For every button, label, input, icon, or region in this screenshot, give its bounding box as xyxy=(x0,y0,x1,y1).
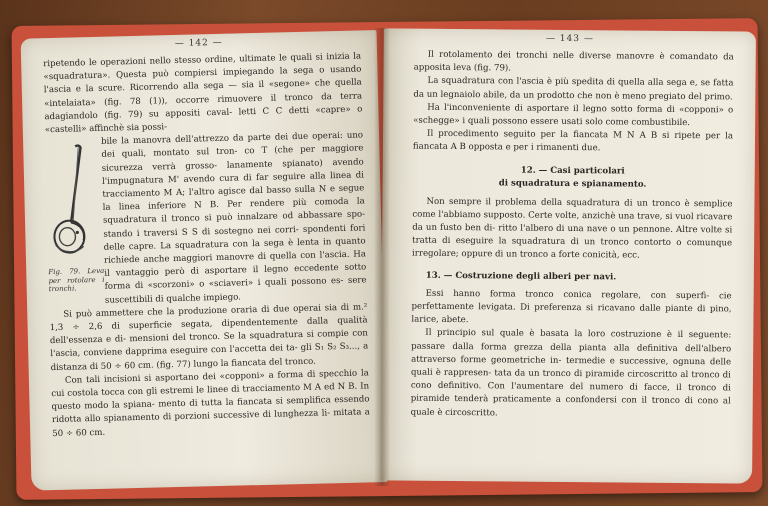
text-line: cono definitivo. Con l'aumentare del numero di facce, il xyxy=(410,380,689,394)
text-line: Non sempre il problema della squadratura di un xyxy=(426,196,653,209)
figure-wrap xyxy=(45,130,367,309)
left-page xyxy=(21,30,388,491)
section-12-heading xyxy=(413,163,733,192)
text-line: sere suscettibili di qualche impiego. xyxy=(104,275,367,306)
text-line: Si può ammettere che la produzione oraria xyxy=(63,304,262,320)
text-line: l'ascia e la scure. Ricorrendo alla sega — sia il «segone» xyxy=(43,78,315,96)
text-line: di specchio la cui costola tocca con gli estremi le linee di xyxy=(51,368,369,400)
text-beside-figure xyxy=(101,130,367,308)
text-line: Ha l'inconveniente di asportare il legno sotto forma xyxy=(427,102,667,115)
left-para-2 xyxy=(49,301,369,375)
text-line: l'ascia, conviene dapprima eseguire con l'accetta dei ta- xyxy=(50,343,301,360)
text-line: termedie e successive, ognuna delle quali è rappresen- xyxy=(410,355,732,379)
text-line: letti C C detti «capre» o «castelli» affinchè sia possi- xyxy=(44,104,363,136)
text-line: tratta di eseguire la squadratura di un tronco contorto xyxy=(412,235,677,249)
text-line: allo spianamento di porzioni successive di lunghezza li- xyxy=(84,408,334,425)
text-line: Il procedimento seguito per la fiancata M N A B si xyxy=(427,128,675,142)
section-13-heading: 13. — Costruzione degli alberi per navi. xyxy=(425,270,617,283)
text-line: o comunque irregolare; oppure di un tronco a forte xyxy=(411,238,733,261)
text-line: tronco si può innalzare od abbassare spo- xyxy=(171,209,366,225)
right-para-3 xyxy=(413,101,733,130)
text-line: quella con l'ascia. Ha il vantaggio però di xyxy=(104,249,367,280)
text-line: conicità, ecc. xyxy=(582,250,640,262)
left-page-text xyxy=(21,50,386,441)
text-line: Il rotolamento dei tronchi nelle diverse manovre è xyxy=(427,49,670,62)
page-number-left: — 142 — xyxy=(174,37,223,49)
text-line: che quella «intelaiata» (fig. 78 (1)), occorre rimuovere il xyxy=(44,77,362,109)
text-line: asportare il legno eccedente sotto forma di xyxy=(104,262,367,293)
right-para-6 xyxy=(411,287,731,329)
text-line: anzichè una trave, si vuol ricavare da un fusto ben di- xyxy=(412,210,733,234)
text-line: quanto richiede anche maggiori manovre di xyxy=(103,236,366,266)
section-12-subtitle: di squadratura e spianamento. xyxy=(498,178,647,190)
text-line: lanamente spianato) avendo l'impugnatura xyxy=(101,157,364,187)
text-line: Questa può compiersi impiegando la sega o usando xyxy=(115,64,362,81)
text-line: linea di tracciamento M A; l'altro agisce dal xyxy=(102,170,365,200)
figure-caption: Fig. 79. Leva per rotolare i tronchi. xyxy=(48,267,105,294)
text-line: co T (che per maggiore sicurezza verrà grosso- xyxy=(101,143,364,174)
text-line: M' avendo cura di far seguire alla xyxy=(167,171,331,186)
text-line: «scorzoni» o «sciaveri» i quali possono es- xyxy=(147,276,349,292)
book-gutter xyxy=(374,28,390,486)
text-line: bile la manovra dell'attrezzo da parte dei xyxy=(101,132,293,148)
text-line: segata, dipendentemente dalla qualità dell'essenza e di- xyxy=(49,315,368,347)
text-line: mitata a 50 ÷ 60 cm. xyxy=(52,407,370,439)
left-para-3 xyxy=(51,367,371,441)
section-12-title: 12. — Casi particolari xyxy=(520,165,625,177)
text-line: tracciamento M A ed N B. In questo modo la spiana- xyxy=(51,381,370,413)
text-line: mento di tutta la fiancata si semplifica essendo ridotta xyxy=(51,394,370,426)
text-line: definitiva dell'albero attraverso forme geometriche in- xyxy=(411,343,732,366)
left-para-1 xyxy=(43,50,363,137)
text-line: stando i traversi S S di sostegno nei corri- xyxy=(103,224,304,240)
right-para-1 xyxy=(414,49,734,78)
page-number-right: — 143 — xyxy=(545,33,594,45)
right-page-text xyxy=(381,48,756,422)
text-line: dalle piante di pino, larice, abete. xyxy=(411,303,732,326)
text-line: tronco di piramide tenderà praticamente a confondersi xyxy=(410,383,731,406)
text-line: tata da un tronco di piramide circoscritto al tronco di xyxy=(494,368,732,381)
text-line: Con tali incisioni si asportano dei «copponi» a forma xyxy=(64,369,308,386)
text-line: gli S₁ S₂ S₃..., a distanza di 50 ÷ 60 cm. (fig. 77) lungo xyxy=(50,341,369,373)
text-line: cie perfettamente levigata. Di preferenza si ricavano xyxy=(411,291,732,314)
right-para-7 xyxy=(411,327,732,422)
text-line: La squadratura con la sega è lenta in xyxy=(160,236,336,252)
text-line: il seguente: passare dalla forma grezza della pianta alla xyxy=(411,330,732,354)
right-page xyxy=(380,28,756,483)
text-line: mensioni del tronco. Se la squadratura si compie con xyxy=(129,328,369,345)
text-line: alla sega e, se fatta da un legnaiolo abile, da un prodotto xyxy=(413,78,734,101)
text-line: ripetendo le operazioni nello stesso ordine, ultimate le xyxy=(43,53,291,70)
text-line: tronco da terra adagiandolo (fig. 79) su appositi caval- xyxy=(44,91,363,123)
text-line: spondenti fori delle capre. xyxy=(103,223,366,253)
figure-79 xyxy=(45,136,105,309)
text-line: comandato da apposita leva (fig. 79). xyxy=(413,51,734,74)
text-line: quali si inizia la «squadratura». xyxy=(43,51,362,83)
text-line: Il principio sul quale è basata la loro costruzione è xyxy=(425,328,678,341)
text-line: basso sulla N e segue la linea inferiore N B. xyxy=(102,183,365,214)
right-para-4 xyxy=(413,128,733,157)
text-line: ripete per la fiancata A B opposta e per i rimanenti due. xyxy=(412,131,734,154)
text-line: la fiancata del tronco. xyxy=(220,356,316,369)
text-line: di «copponi» o «schegge» i quali possono essere xyxy=(413,104,734,127)
text-line: tronco è semplice come l'abbiamo supposto. Certe volte, xyxy=(412,198,733,221)
text-line: Per rendere più comoda la squadratura il xyxy=(102,196,365,227)
text-line: con il tronco di cono al quale è circoscritto. xyxy=(410,395,731,419)
right-para-2 xyxy=(413,75,733,104)
text-line: di due operai sia di m.² 1,3 ÷ 2,6 di superficie xyxy=(49,302,368,334)
lever-illustration-icon xyxy=(45,140,100,261)
text-line: La squadratura con l'ascia è più spedita di quella xyxy=(427,76,648,89)
text-line: due operai: uno dei quali, montato sul tron- xyxy=(101,130,364,161)
text-line: usati solo come combustibile. xyxy=(561,116,691,129)
right-para-5 xyxy=(412,195,733,264)
text-line: che non è meno pregiato del primo. xyxy=(577,90,733,103)
text-line: ritto l'albero di una nave o un pennone. Altre volte si xyxy=(498,223,733,236)
text-line: Essi hanno forma tronco conica regolare, con superfi- xyxy=(425,288,720,302)
